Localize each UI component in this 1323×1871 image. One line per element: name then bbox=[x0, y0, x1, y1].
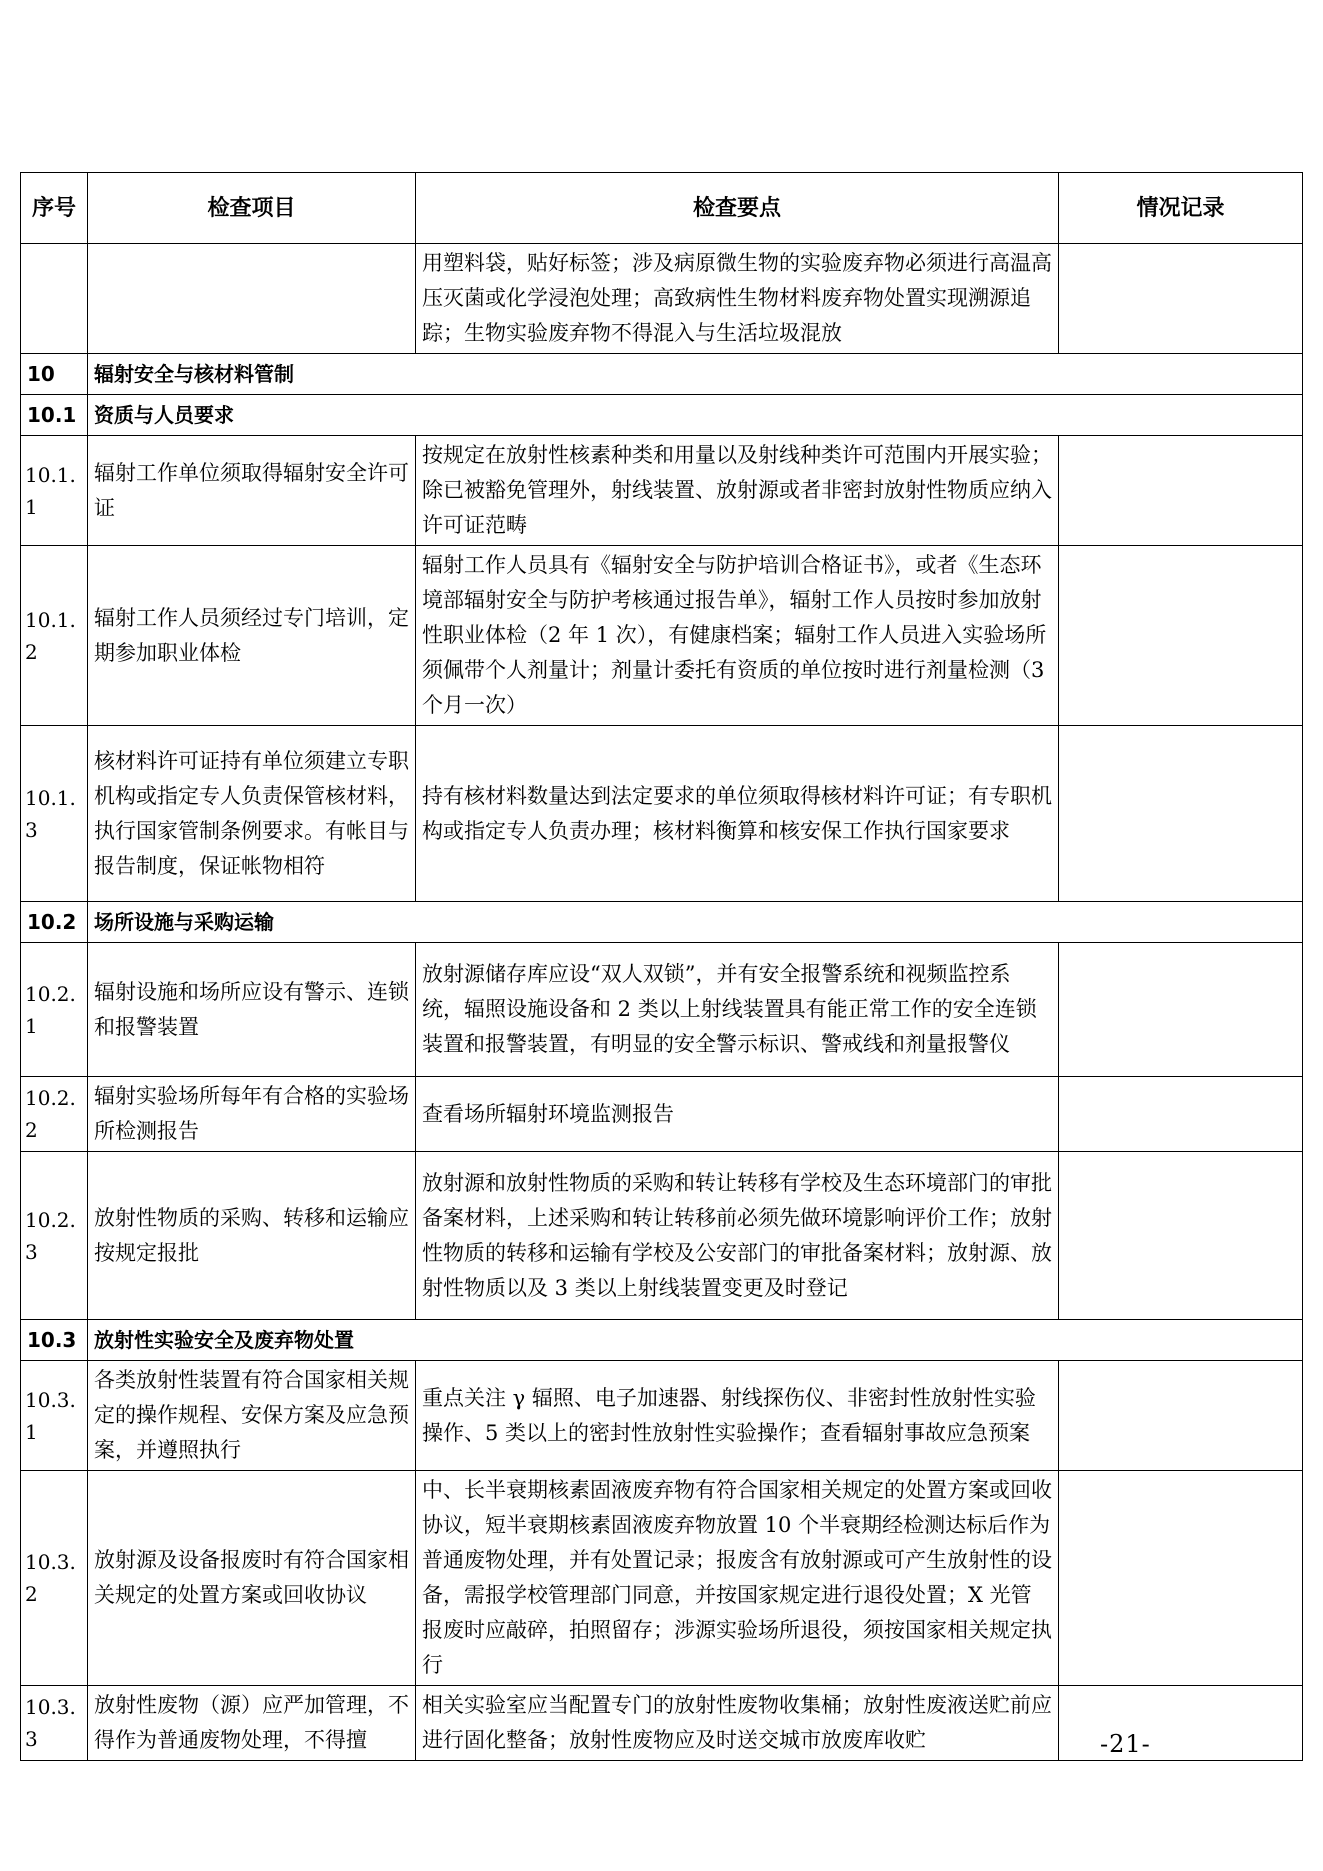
item-points: 持有核材料数量达到法定要求的单位须取得核材料许可证；有专职机构或指定专人负责办理；核材料衡算和核安保工作执行国家要求 bbox=[416, 726, 1059, 902]
item-number bbox=[21, 244, 88, 354]
section-number: 10 bbox=[21, 354, 88, 395]
item-record[interactable] bbox=[1059, 943, 1303, 1077]
table-body bbox=[21, 244, 1303, 1761]
section-number: 10.1 bbox=[21, 395, 88, 436]
page-number: -21- bbox=[1100, 1730, 1151, 1758]
header-points: 检查要点 bbox=[416, 173, 1059, 244]
item-points: 重点关注 γ 辐照、电子加速器、射线探伤仪、非密封性放射性实验操作、5 类以上的密封性放射性实验操作；查看辐射事故应急预案 bbox=[416, 1361, 1059, 1471]
item-number: 10.3.2 bbox=[21, 1471, 88, 1686]
item-title: 辐射设施和场所应设有警示、连锁和报警装置 bbox=[88, 943, 416, 1077]
item-record[interactable] bbox=[1059, 436, 1303, 546]
item-title: 各类放射性装置有符合国家相关规定的操作规程、安保方案及应急预案，并遵照执行 bbox=[88, 1361, 416, 1471]
header-record: 情况记录 bbox=[1059, 173, 1303, 244]
table-row bbox=[21, 1152, 1303, 1320]
item-points: 放射源和放射性物质的采购和转让转移有学校及生态环境部门的审批备案材料，上述采购和转让转移前必须先做环境影响评价工作；放射性物质的转移和运输有学校及公安部门的审批备案材料；放射源、放射性物质以及 3 类以上射线装置变更及时登记 bbox=[416, 1152, 1059, 1320]
section-row bbox=[21, 902, 1303, 943]
header-no: 序号 bbox=[21, 173, 88, 244]
section-row bbox=[21, 1320, 1303, 1361]
item-number: 10.2.1 bbox=[21, 943, 88, 1077]
item-record[interactable] bbox=[1059, 1152, 1303, 1320]
item-points: 查看场所辐射环境监测报告 bbox=[416, 1077, 1059, 1152]
item-record[interactable] bbox=[1059, 1361, 1303, 1471]
table-row bbox=[21, 244, 1303, 354]
table-row bbox=[21, 1471, 1303, 1686]
section-number: 10.2 bbox=[21, 902, 88, 943]
item-record[interactable] bbox=[1059, 726, 1303, 902]
item-points: 辐射工作人员具有《辐射安全与防护培训合格证书》，或者《生态环境部辐射安全与防护考核通过报告单》，辐射工作人员按时参加放射性职业体检（2 年 1 次），有健康档案；辐射工作人员进入实验场所须佩带个人剂量计；剂量计委托有资质的单位按时进行剂量检测（3 个月一次） bbox=[416, 546, 1059, 726]
item-title: 放射源及设备报废时有符合国家相关规定的处置方案或回收协议 bbox=[88, 1471, 416, 1686]
item-title: 放射性物质的采购、转移和运输应按规定报批 bbox=[88, 1152, 416, 1320]
item-number: 10.3.3 bbox=[21, 1686, 88, 1761]
item-points: 相关实验室应当配置专门的放射性废物收集桶；放射性废液送贮前应进行固化整备；放射性废物应及时送交城市放废库收贮 bbox=[416, 1686, 1059, 1761]
item-number: 10.2.3 bbox=[21, 1152, 88, 1320]
section-title: 资质与人员要求 bbox=[88, 395, 1303, 436]
item-record[interactable] bbox=[1059, 1471, 1303, 1686]
item-points: 放射源储存库应设“双人双锁”，并有安全报警系统和视频监控系统，辐照设施设备和 2 类以上射线装置具有能正常工作的安全连锁装置和报警装置，有明显的安全警示标识、警戒线和剂量报警仪 bbox=[416, 943, 1059, 1077]
item-title: 放射性废物（源）应严加管理，不得作为普通废物处理，不得擅 bbox=[88, 1686, 416, 1761]
item-record[interactable] bbox=[1059, 1686, 1303, 1761]
header-item: 检查项目 bbox=[88, 173, 416, 244]
item-title: 辐射实验场所每年有合格的实验场所检测报告 bbox=[88, 1077, 416, 1152]
table-header-row bbox=[21, 173, 1303, 244]
inspection-table bbox=[20, 172, 1303, 1761]
item-record[interactable] bbox=[1059, 1077, 1303, 1152]
table-row bbox=[21, 726, 1303, 902]
item-number: 10.1.2 bbox=[21, 546, 88, 726]
item-title: 辐射工作单位须取得辐射安全许可证 bbox=[88, 436, 416, 546]
table-row bbox=[21, 1361, 1303, 1471]
section-title: 放射性实验安全及废弃物处置 bbox=[88, 1320, 1303, 1361]
table-row bbox=[21, 943, 1303, 1077]
item-number: 10.3.1 bbox=[21, 1361, 88, 1471]
item-number: 10.1.1 bbox=[21, 436, 88, 546]
item-title: 辐射工作人员须经过专门培训，定期参加职业体检 bbox=[88, 546, 416, 726]
item-points: 中、长半衰期核素固液废弃物有符合国家相关规定的处置方案或回收协议，短半衰期核素固液废弃物放置 10 个半衰期经检测达标后作为普通废物处理，并有处置记录；报废含有放射源或可产生放射性的设备，需报学校管理部门同意，并按国家规定进行退役处置；X 光管报废时应敲碎，拍照留存；涉源实验场所退役，须按国家相关规定执行 bbox=[416, 1471, 1059, 1686]
item-title: 核材料许可证持有单位须建立专职机构或指定专人负责保管核材料，执行国家管制条例要求。有帐目与报告制度，保证帐物相符 bbox=[88, 726, 416, 902]
item-number: 10.1.3 bbox=[21, 726, 88, 902]
item-record[interactable] bbox=[1059, 244, 1303, 354]
table-row bbox=[21, 436, 1303, 546]
item-record[interactable] bbox=[1059, 546, 1303, 726]
section-number: 10.3 bbox=[21, 1320, 88, 1361]
section-row bbox=[21, 354, 1303, 395]
section-row bbox=[21, 395, 1303, 436]
table-row bbox=[21, 546, 1303, 726]
item-number: 10.2.2 bbox=[21, 1077, 88, 1152]
item-title bbox=[88, 244, 416, 354]
section-title: 场所设施与采购运输 bbox=[88, 902, 1303, 943]
item-points: 用塑料袋，贴好标签；涉及病原微生物的实验废弃物必须进行高温高压灭菌或化学浸泡处理；高致病性生物材料废弃物处置实现溯源追踪；生物实验废弃物不得混入与生活垃圾混放 bbox=[416, 244, 1059, 354]
table-row bbox=[21, 1077, 1303, 1152]
item-points: 按规定在放射性核素种类和用量以及射线种类许可范围内开展实验；除已被豁免管理外，射线装置、放射源或者非密封放射性物质应纳入许可证范畴 bbox=[416, 436, 1059, 546]
section-title: 辐射安全与核材料管制 bbox=[88, 354, 1303, 395]
